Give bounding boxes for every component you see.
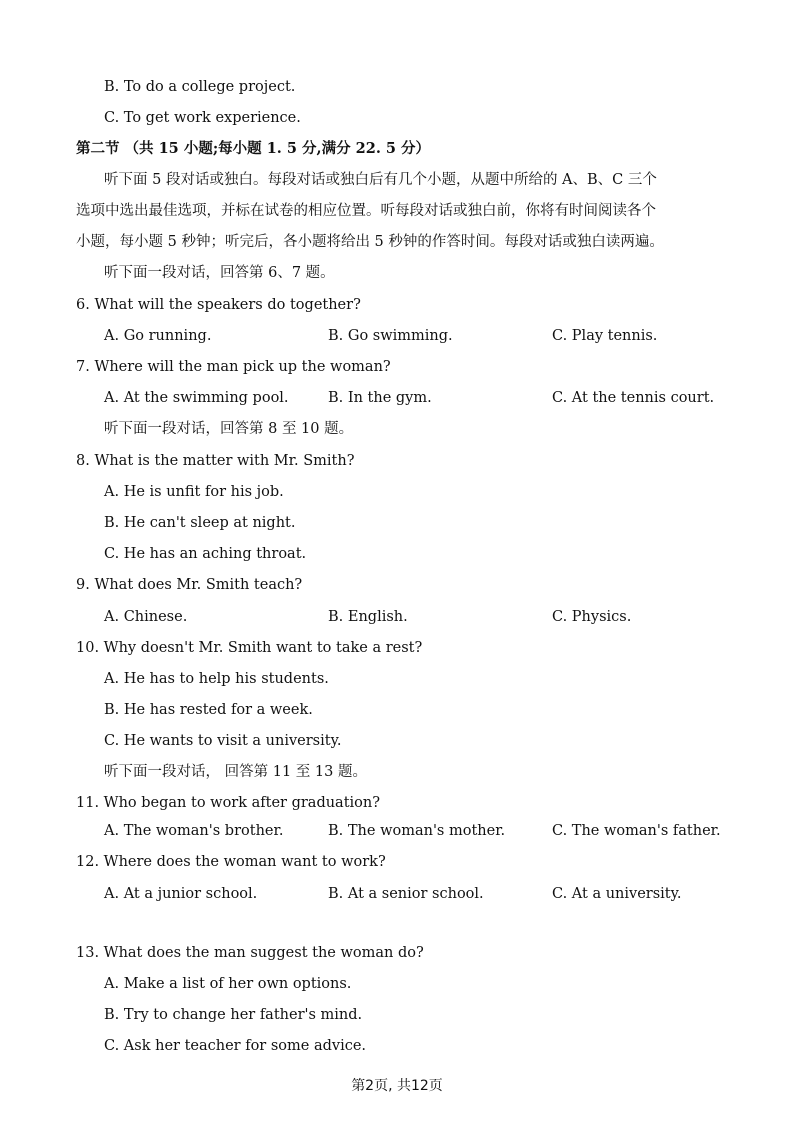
dialogue-heading-1: 听下面一段对话，回答第 6、7 题。: [104, 265, 335, 281]
q8-option-a: A. He is unfit for his job.: [104, 484, 284, 500]
q8-option-b: B. He can't sleep at night.: [104, 515, 296, 531]
option-c-prev: C. To get work experience.: [104, 110, 301, 126]
q8-option-c: C. He has an aching throat.: [104, 546, 307, 562]
q13-option-c: C. Ask her teacher for some advice.: [104, 1038, 367, 1054]
dialogue-heading-3: 听下面一段对话， 回答第 11 至 13 题。: [104, 764, 367, 780]
page-number: 第2页, 共12页: [351, 1078, 443, 1094]
question-12: 12. Where does the woman want to work?: [76, 854, 386, 870]
q6-option-a: A. Go running.: [104, 328, 212, 344]
question-7: 7. Where will the man pick up the woman?: [76, 359, 391, 375]
question-6: 6. What will the speakers do together?: [76, 297, 361, 313]
q12-option-b: B. At a senior school.: [328, 886, 484, 902]
q12-option-c: C. At a university.: [552, 886, 682, 902]
dialogue-heading-2: 听下面一段对话，回答第 8 至 10 题。: [104, 421, 354, 437]
q11-option-b: B. The woman's mother.: [328, 823, 506, 839]
instructions-line-1: 听下面 5 段对话或独白。每段对话或独白后有几个小题，从题中所给的 A、B、C 三个: [104, 172, 657, 188]
question-9: 9. What does Mr. Smith teach?: [76, 577, 303, 593]
q10-option-c: C. He wants to visit a university.: [104, 733, 342, 749]
q12-option-a: A. At a junior school.: [104, 886, 258, 902]
q11-option-c: C. The woman's father.: [552, 823, 721, 839]
q13-option-b: B. Try to change her father's mind.: [104, 1007, 363, 1023]
question-13: 13. What does the man suggest the woman do?: [76, 945, 424, 961]
section-heading: 第二节 （共 15 小题;每小题 1. 5 分,满分 22. 5 分）: [76, 140, 431, 157]
q11-option-a: A. The woman's brother.: [104, 823, 284, 839]
q10-option-b: B. He has rested for a week.: [104, 702, 313, 718]
q7-option-b: B. In the gym.: [328, 390, 432, 406]
q9-option-b: B. English.: [328, 609, 408, 625]
q6-option-c: C. Play tennis.: [552, 328, 658, 344]
q10-option-a: A. He has to help his students.: [104, 671, 329, 687]
instructions-line-2: 选项中选出最佳选项，并标在试卷的相应位置。听每段对话或独白前，你将有时间阅读各个: [76, 203, 656, 219]
instructions-line-3: 小题，每小题 5 秒钟；听完后，各小题将给出 5 秒钟的作答时间。每段对话或独白读两遍。: [76, 234, 664, 250]
question-8: 8. What is the matter with Mr. Smith?: [76, 453, 355, 469]
q6-option-b: B. Go swimming.: [328, 328, 453, 344]
q9-option-a: A. Chinese.: [104, 609, 188, 625]
question-10: 10. Why doesn't Mr. Smith want to take a rest?: [76, 640, 423, 656]
question-11: 11. Who began to work after graduation?: [76, 795, 381, 811]
q7-option-c: C. At the tennis court.: [552, 390, 715, 406]
option-b-prev: B. To do a college project.: [104, 79, 296, 95]
q9-option-c: C. Physics.: [552, 609, 632, 625]
q13-option-a: A. Make a list of her own options.: [104, 976, 352, 992]
q7-option-a: A. At the swimming pool.: [104, 390, 289, 406]
